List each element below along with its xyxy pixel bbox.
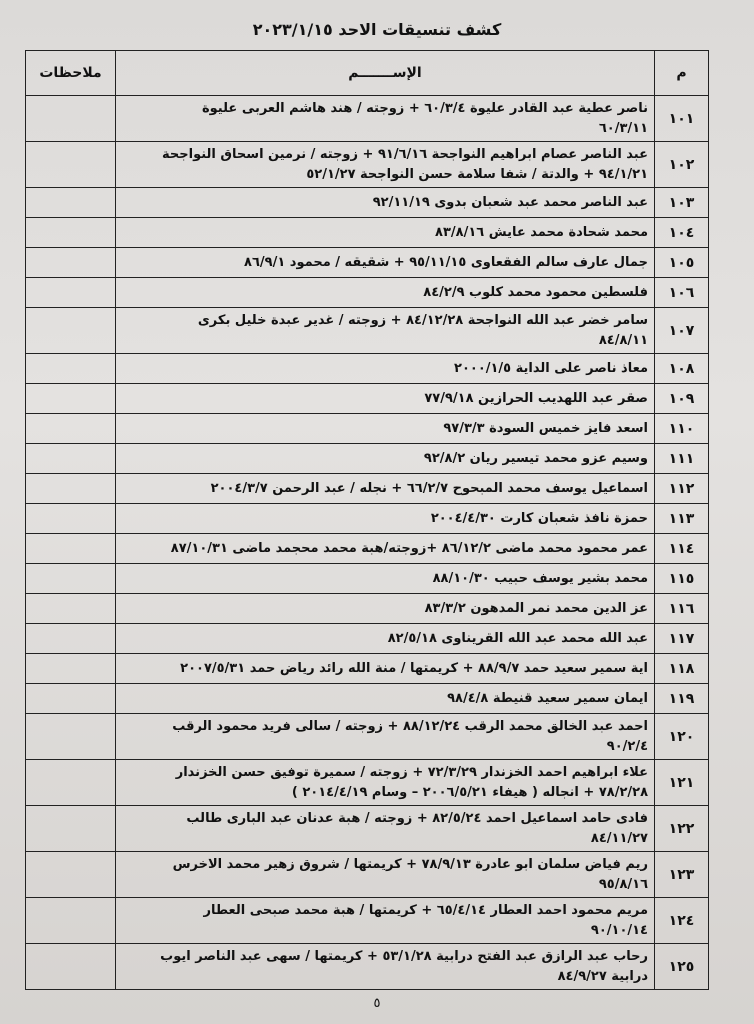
row-number: ١١٧: [655, 624, 709, 654]
row-notes-cell: [26, 278, 116, 308]
row-name-cell: [116, 898, 655, 944]
row-notes-cell: [26, 308, 116, 354]
name-line: عبد الله محمد عبد الله القريناوى ٨٢/٥/١٨: [387, 630, 648, 646]
row-notes-cell: [26, 760, 116, 806]
name-line: وسيم عزو محمد تيسير ريان ٩٢/٨/٢: [423, 450, 648, 466]
row-number: ١٠٩: [655, 384, 709, 414]
header-name: الإســـــــم: [116, 51, 655, 96]
row-notes-cell: [26, 248, 116, 278]
row-name-cell: [116, 188, 655, 218]
row-name-cell: [116, 714, 655, 760]
header-number: م: [655, 51, 709, 96]
name-line: ٩٤/١/٢١ + والدتة / شفا سلامة حسن النواجحة ٥٢/١/٢٧: [306, 166, 648, 182]
row-name-cell: [116, 564, 655, 594]
row-notes-cell: [26, 188, 116, 218]
row-number: ١١٨: [655, 654, 709, 684]
row-name-cell: [116, 384, 655, 414]
row-number: ١١٢: [655, 474, 709, 504]
row-name-cell: [116, 444, 655, 474]
table-row: [26, 142, 709, 188]
row-notes-cell: [26, 806, 116, 852]
row-name-cell: [116, 654, 655, 684]
name-line: جمال عارف سالم الفقعاوى ٩٥/١١/١٥ + شقيقه / محمود ٨٦/٩/١: [244, 254, 648, 270]
name-line: صقر عبد اللهديب الحرازين ٧٧/٩/١٨: [424, 390, 648, 406]
table-row: [26, 654, 709, 684]
row-number: ١٢٤: [655, 898, 709, 944]
row-number: ١١٠: [655, 414, 709, 444]
row-name-cell: [116, 96, 655, 142]
row-name-cell: [116, 354, 655, 384]
row-notes-cell: [26, 534, 116, 564]
table-row: [26, 96, 709, 142]
row-name-cell: [116, 248, 655, 278]
row-notes-cell: [26, 354, 116, 384]
header-notes: ملاحظات: [26, 51, 116, 96]
table-row: [26, 594, 709, 624]
row-number: ١٢١: [655, 760, 709, 806]
row-name-cell: [116, 142, 655, 188]
row-number: ١١٤: [655, 534, 709, 564]
row-name-cell: [116, 594, 655, 624]
row-number: ١٢٥: [655, 944, 709, 990]
name-line: عبد الناصر عصام ابراهيم النواجحة ٩١/٦/١٦ + زوجته / نرمين اسحاق النواجحة: [162, 146, 648, 162]
row-number: ١٢٣: [655, 852, 709, 898]
name-line: علاء ابراهيم احمد الخزندار ٧٢/٣/٢٩ + زوجته / سميرة توفيق حسن الخزندار: [175, 764, 648, 780]
row-name-cell: [116, 308, 655, 354]
row-number: ١١٥: [655, 564, 709, 594]
row-notes-cell: [26, 414, 116, 444]
table-row: [26, 474, 709, 504]
table-row: [26, 852, 709, 898]
row-name-cell: [116, 414, 655, 444]
row-number: ١١٦: [655, 594, 709, 624]
row-name-cell: [116, 806, 655, 852]
row-notes-cell: [26, 624, 116, 654]
table-row: [26, 384, 709, 414]
row-name-cell: [116, 684, 655, 714]
row-name-cell: [116, 944, 655, 990]
row-name-cell: [116, 624, 655, 654]
row-number: ١٢٠: [655, 714, 709, 760]
row-notes-cell: [26, 142, 116, 188]
table-row: [26, 248, 709, 278]
row-number: ١٠٥: [655, 248, 709, 278]
table-row: [26, 534, 709, 564]
name-line: ٩٠/١٠/١٤: [590, 922, 648, 938]
name-line: عز الدين محمد نمر المدهون ٨٣/٣/٢: [424, 600, 648, 616]
row-number: ١٠٢: [655, 142, 709, 188]
row-number: ١٠٧: [655, 308, 709, 354]
row-notes-cell: [26, 564, 116, 594]
row-name-cell: [116, 278, 655, 308]
name-line: ٦٠/٣/١١: [598, 120, 648, 136]
page-number: ٥: [373, 996, 381, 1011]
row-notes-cell: [26, 444, 116, 474]
row-notes-cell: [26, 504, 116, 534]
table-row: [26, 684, 709, 714]
table-row: [26, 188, 709, 218]
table-row: [26, 354, 709, 384]
table-row: [26, 444, 709, 474]
name-line: فلسطين محمود محمد كلوب ٨٤/٢/٩: [423, 284, 648, 300]
row-name-cell: [116, 534, 655, 564]
table-row: [26, 714, 709, 760]
row-notes-cell: [26, 384, 116, 414]
name-line: سامر خضر عبد الله النواجحة ٨٤/١٢/٢٨ + زوجته / غدير عبدة خليل بكرى: [197, 312, 648, 328]
name-line: فادى حامد اسماعيل احمد ٨٢/٥/٢٤ + زوجته / هبة عدنان عبد البارى طالب: [186, 810, 648, 826]
row-name-cell: [116, 218, 655, 248]
row-number: ١١٣: [655, 504, 709, 534]
name-line: اسعد فايز خميس السودة ٩٧/٣/٣: [443, 420, 648, 436]
name-line: ريم فياض سلمان ابو عادرة ٧٨/٩/١٣ + كريمتها / شروق زهير محمد الاخرس: [172, 856, 648, 872]
name-line: ٩٠/٢/٤: [606, 738, 648, 754]
row-number: ١٠٤: [655, 218, 709, 248]
name-line: ٧٨/٢/٢٨ + انجاله ( هيفاء ٢٠٠٦/٥/٢١ – وسام ٢٠١٤/٤/١٩ ): [291, 784, 648, 800]
row-notes-cell: [26, 96, 116, 142]
name-line: احمد عبد الخالق محمد الرقب ٨٨/١٢/٢٤ + زوجته / سالى فريد محمود الرقب: [172, 718, 648, 734]
name-line: مريم محمود احمد العطار ٦٥/٤/١٤ + كريمتها / هبة محمد صبحى العطار: [203, 902, 648, 918]
name-line: اية سمير سعيد حمد ٨٨/٩/٧ + كريمتها / منة الله رائد رياض حمد ٢٠٠٧/٥/٣١: [180, 660, 648, 676]
row-number: ١١١: [655, 444, 709, 474]
name-line: اسماعيل يوسف محمد المبحوح ٦٦/٢/٧ + نجله / عبد الرحمن ٢٠٠٤/٣/٧: [210, 480, 648, 496]
name-line: درابية ٨٤/٩/٢٧: [557, 968, 648, 984]
table-row: [26, 760, 709, 806]
table-row: [26, 218, 709, 248]
name-line: ٩٥/٨/١٦: [598, 876, 648, 892]
row-name-cell: [116, 760, 655, 806]
row-number: ١٢٢: [655, 806, 709, 852]
row-notes-cell: [26, 944, 116, 990]
row-notes-cell: [26, 218, 116, 248]
row-notes-cell: [26, 684, 116, 714]
table-row: [26, 504, 709, 534]
table-row: [26, 564, 709, 594]
name-line: محمد بشير يوسف حبيب ٨٨/١٠/٣٠: [432, 570, 648, 586]
table-row: [26, 806, 709, 852]
row-name-cell: [116, 504, 655, 534]
name-line: ناصر عطية عبد القادر عليوة ٦٠/٣/٤ + زوجته / هند هاشم العربى عليوة: [201, 100, 648, 116]
table-row: [26, 278, 709, 308]
name-line: عبد الناصر محمد عبد شعبان بدوى ٩٢/١١/١٩: [372, 194, 648, 210]
row-notes-cell: [26, 594, 116, 624]
roster-table: [25, 50, 709, 990]
row-notes-cell: [26, 898, 116, 944]
row-number: ١٠٦: [655, 278, 709, 308]
table-row: [26, 308, 709, 354]
row-notes-cell: [26, 714, 116, 760]
name-line: محمد شحادة محمد عايش ٨٣/٨/١٦: [435, 224, 648, 240]
row-notes-cell: [26, 654, 116, 684]
name-line: ٨٤/١١/٢٧: [590, 830, 648, 846]
name-line: ايمان سمير سعيد قنيطة ٩٨/٤/٨: [447, 690, 648, 706]
row-number: ١٠٨: [655, 354, 709, 384]
name-line: عمر محمود محمد ماضى ٨٦/١٢/٢ +زوجته/هبة محمد محجمد ماضى ٨٧/١٠/٣١: [170, 540, 648, 556]
row-number: ١٠٣: [655, 188, 709, 218]
table-header-row: [26, 51, 709, 96]
row-name-cell: [116, 852, 655, 898]
table-row: [26, 624, 709, 654]
name-line: ٨٤/٨/١١: [598, 332, 648, 348]
table-row: [26, 414, 709, 444]
row-number: ١٠١: [655, 96, 709, 142]
name-line: رحاب عبد الرازق عبد الفتح درابية ٥٣/١/٢٨ + كريمتها / سهى عبد الناصر ايوب: [160, 948, 648, 964]
name-line: حمزة نافذ شعبان كارت ٢٠٠٤/٤/٣٠: [430, 510, 648, 526]
row-number: ١١٩: [655, 684, 709, 714]
row-notes-cell: [26, 474, 116, 504]
table-row: [26, 898, 709, 944]
page-title: كشف تنسيقات الاحد ٢٠٢٣/١/١٥: [252, 20, 502, 39]
table-row: [26, 944, 709, 990]
row-notes-cell: [26, 852, 116, 898]
name-line: معاذ ناصر على الداية ٢٠٠٠/١/٥: [454, 360, 648, 376]
row-name-cell: [116, 474, 655, 504]
